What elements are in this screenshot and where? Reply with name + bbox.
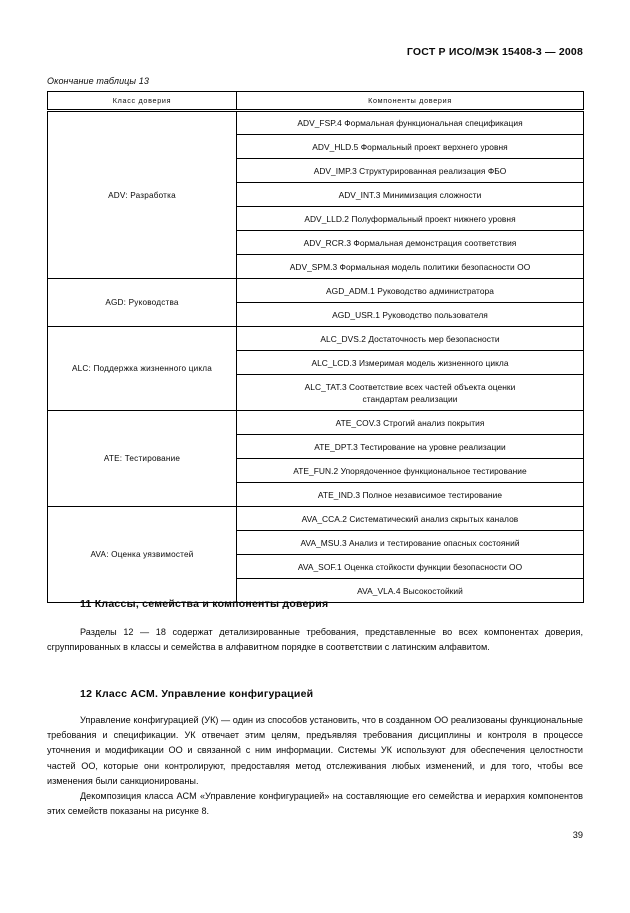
column-header-class: Класс доверия <box>48 92 237 111</box>
section-11-paragraph: Разделы 12 — 18 содержат детализированные требования, представленные во всех компонентах доверия, сгруппированных в классы и семейства в алфавитном порядке в соответствии с латинским алфавитом. <box>47 627 583 653</box>
table-row <box>48 507 584 531</box>
component-cell: AVA_VLA.4 Высокостойкий <box>237 579 584 603</box>
component-cell: ADV_RCR.3 Формальная демонстрация соответствия <box>237 231 584 255</box>
table-caption: Окончание таблицы 13 <box>47 76 149 86</box>
component-cell: ALC_DVS.2 Достаточность мер безопасности <box>237 327 584 351</box>
component-cell: AVA_MSU.3 Анализ и тестирование опасных состояний <box>237 531 584 555</box>
component-cell: AVA_CCA.2 Систематический анализ скрытых каналов <box>237 507 584 531</box>
component-cell: AGD_USR.1 Руководство пользователя <box>237 303 584 327</box>
section-12-paragraph-1: Управление конфигурацией (УК) — один из способов установить, что в созданном ОО реализованы функциональные требования и спецификации. УК отвечает этим целям, предъявляя требования дисциплины и контроля в процессе уточнения и модификации ОО и связанной с ним информации. Системы УК используют для обеспечения целостности частей ОО, которые они контролируют, предоставляя метод отслеживания любых изменений, и для того, чтобы все изменения были санкционированы. <box>47 715 583 786</box>
component-cell: ADV_INT.3 Минимизация сложности <box>237 183 584 207</box>
section-12-paragraph-2: Декомпозиция класса ACM «Управление конфигурацией» на составляющие его семейства и иерархия компонентов этих семейств показаны на рисунке 8. <box>47 791 583 817</box>
column-header-components: Компоненты доверия <box>237 92 584 111</box>
component-cell: ATE_DPT.3 Тестирование на уровне реализации <box>237 435 584 459</box>
class-label-ava: AVA: Оценка уязвимостей <box>48 507 237 603</box>
component-cell: ATE_IND.3 Полное независимое тестирование <box>237 483 584 507</box>
class-label-agd: AGD: Руководства <box>48 279 237 327</box>
component-cell: ADV_IMP.3 Структурированная реализация ФБО <box>237 159 584 183</box>
page-header-standard-title: ГОСТ Р ИСО/МЭК 15408-3 — 2008 <box>406 46 583 58</box>
component-cell: ADV_LLD.2 Полуформальный проект нижнего уровня <box>237 207 584 231</box>
table-row <box>48 327 584 351</box>
page-number: 39 <box>572 830 583 840</box>
component-cell: AVA_SOF.1 Оценка стойкости функции безопасности ОО <box>237 555 584 579</box>
component-cell: ATE_COV.3 Строгий анализ покрытия <box>237 411 584 435</box>
table-header-row <box>48 92 584 111</box>
component-cell: ADV_SPM.3 Формальная модель политики безопасности ОО <box>237 255 584 279</box>
table-row <box>48 279 584 303</box>
class-label-alc: ALC: Поддержка жизненного цикла <box>48 327 237 411</box>
assurance-classes-table <box>47 91 584 603</box>
section-heading-11: 11 Классы, семейства и компоненты доверия <box>80 598 329 610</box>
component-cell: AGD_ADM.1 Руководство администратора <box>237 279 584 303</box>
table-row <box>48 411 584 435</box>
component-cell: ALC_LCD.3 Измеримая модель жизненного цикла <box>237 351 584 375</box>
component-cell: ALC_TAT.3 Соответствие всех частей объекта оценки стандартам реализации <box>237 375 584 411</box>
class-label-ate: ATE: Тестирование <box>48 411 237 507</box>
component-cell: ADV_HLD.5 Формальный проект верхнего уровня <box>237 135 584 159</box>
component-cell: ATE_FUN.2 Упорядоченное функциональное тестирование <box>237 459 584 483</box>
table-row <box>48 111 584 135</box>
class-label-adv: ADV: Разработка <box>48 111 237 279</box>
component-cell: ADV_FSP.4 Формальная функциональная спецификация <box>237 111 584 135</box>
section-heading-12: 12 Класс ACM. Управление конфигурацией <box>80 688 314 700</box>
